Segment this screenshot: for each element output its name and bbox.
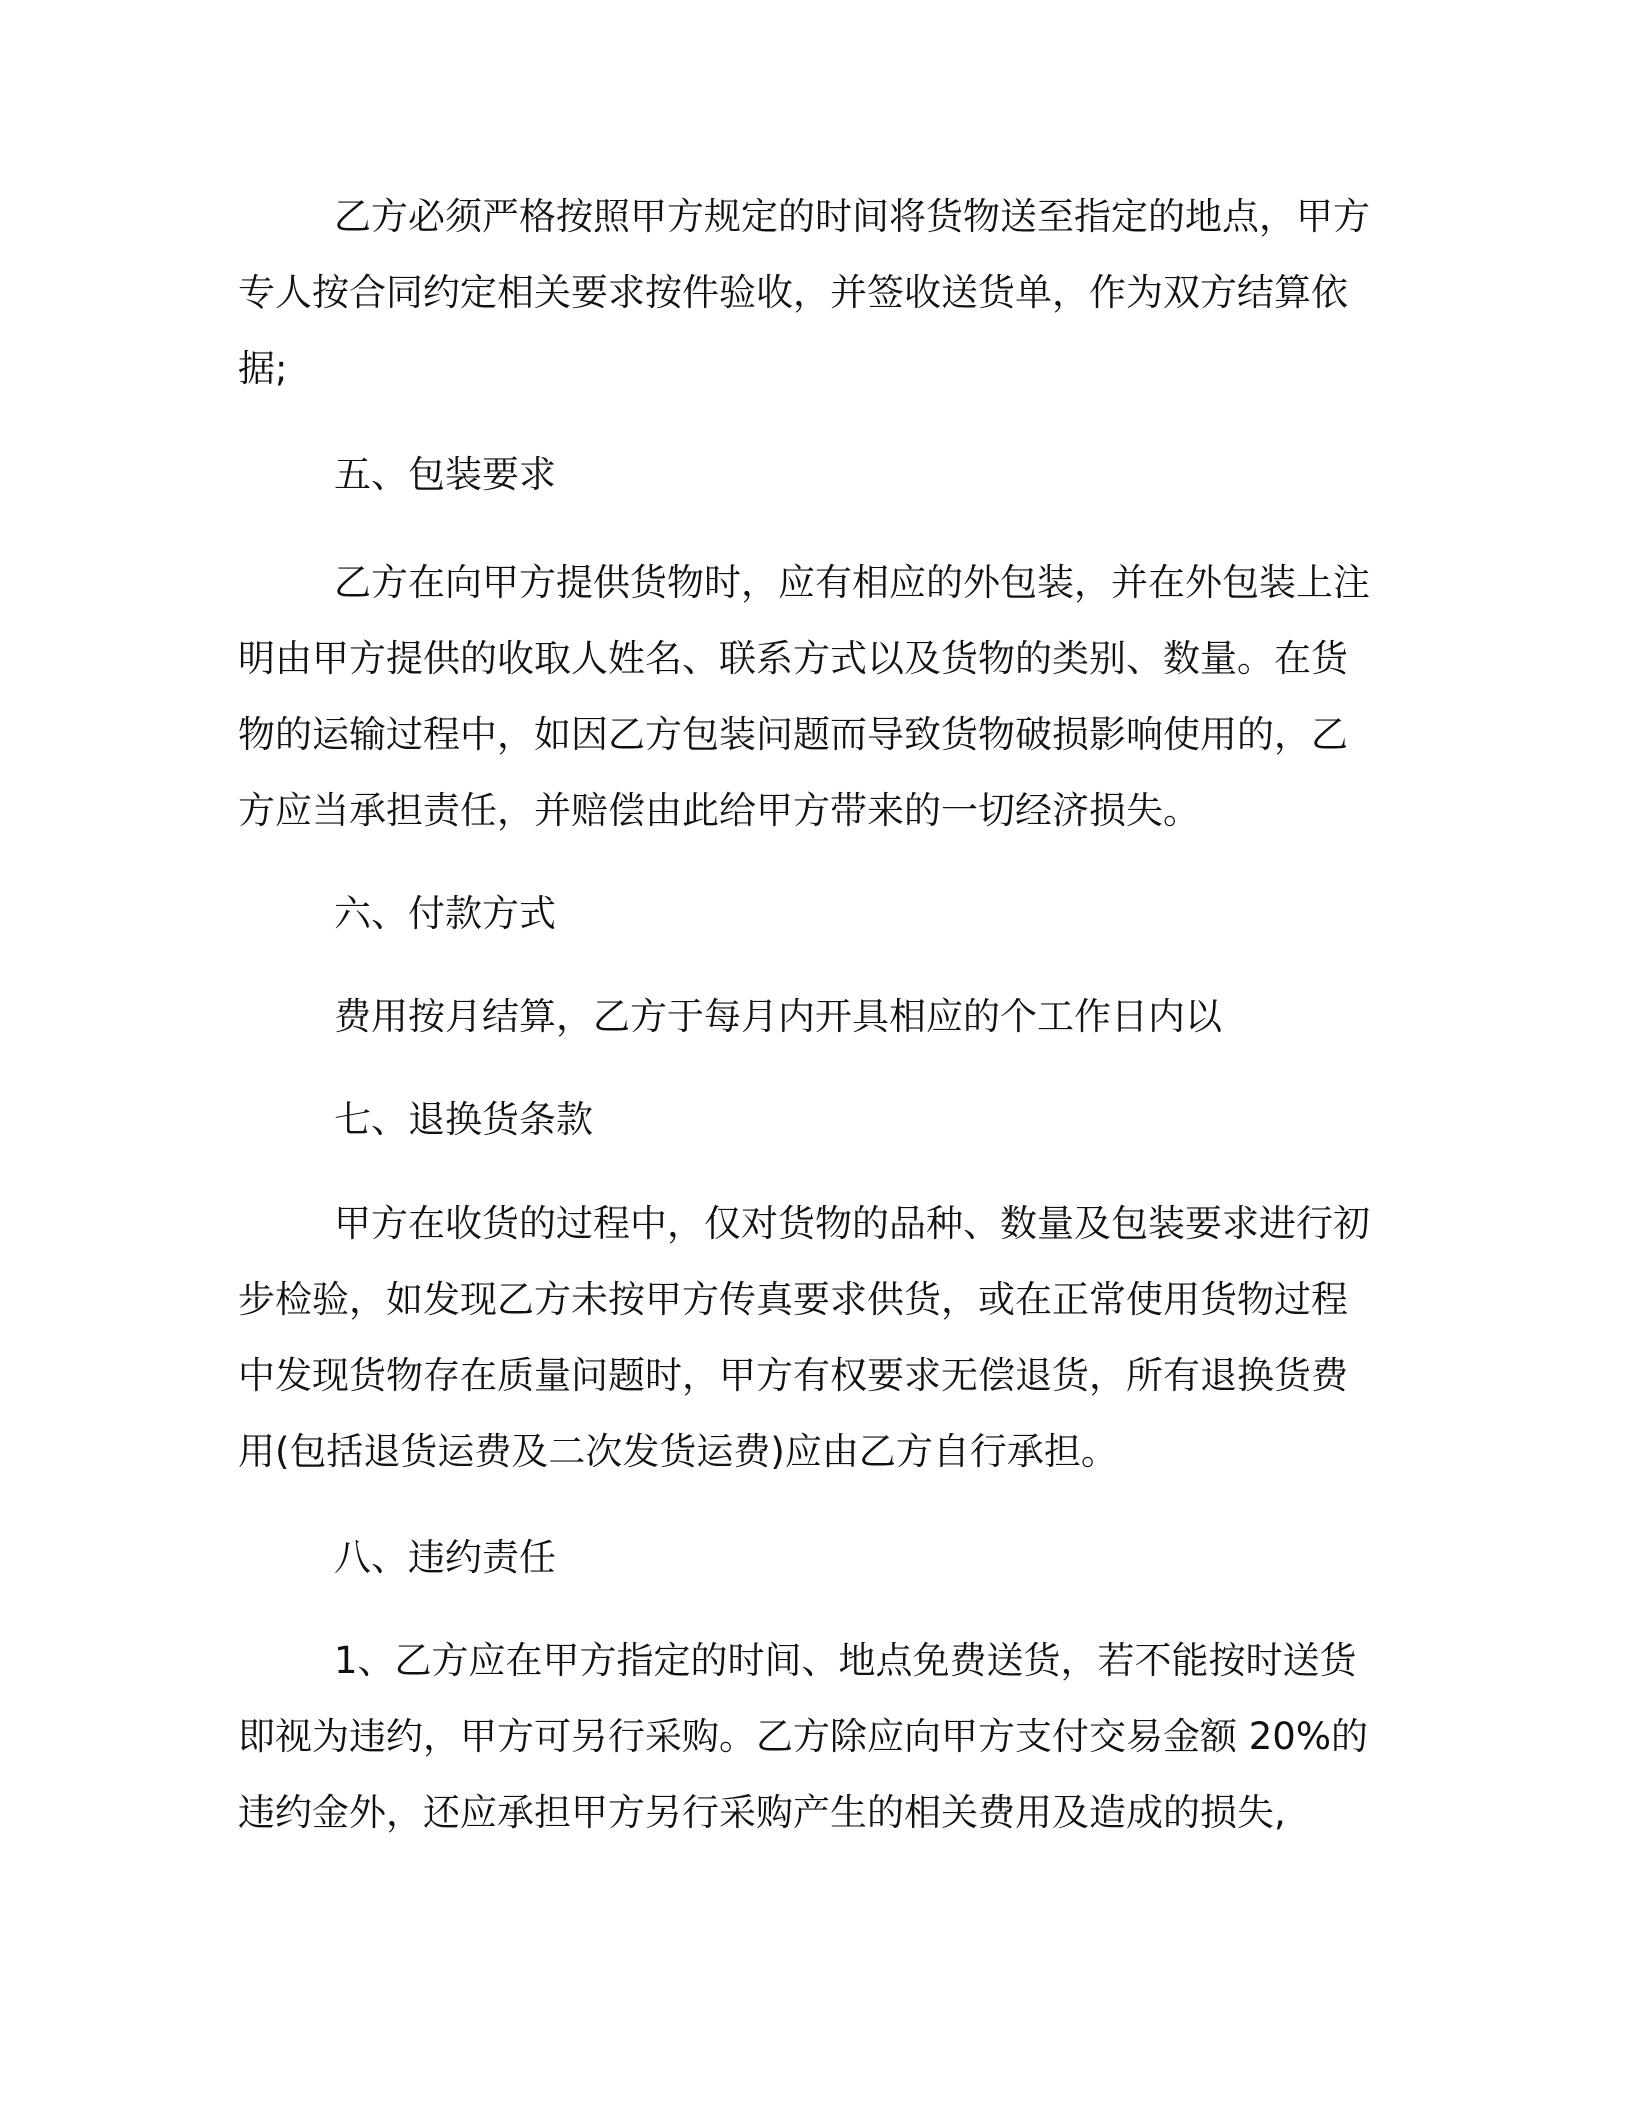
delivery-paragraph-line-2: 专人按合同约定相关要求按件验收，并签收送货单，作为双方结算依 [238,271,1348,314]
section-5-line-4: 方应当承担责任，并赔偿由此给甲方带来的一切经济损失。 [238,789,1200,832]
section-5-line-1: 乙方在向甲方提供货物时，应有相应的外包装，并在外包装上注 [334,561,1370,604]
section-5-heading: 五、包装要求 [334,453,556,496]
section-8-line-3: 违约金外，还应承担甲方另行采购产生的相关费用及造成的损失, [238,1791,1286,1834]
section-5-line-3: 物的运输过程中，如因乙方包装问题而导致货物破损影响使用的，乙 [238,713,1348,756]
delivery-paragraph-line-1: 乙方必须严格按照甲方规定的时间将货物送至指定的地点，甲方 [334,195,1370,238]
section-8-heading: 八、违约责任 [334,1536,556,1579]
section-7-line-1: 甲方在收货的过程中，仅对货物的品种、数量及包装要求进行初 [334,1202,1370,1245]
section-7-heading: 七、退换货条款 [334,1098,593,1141]
section-6-line-1: 费用按月结算，乙方于每月内开具相应的个工作日内以 [334,995,1222,1038]
section-8-line-1: 1、乙方应在甲方指定的时间、地点免费送货，若不能按时送货 [334,1639,1357,1682]
section-7-line-3: 中发现货物存在质量问题时，甲方有权要求无偿退货，所有退换货费 [238,1354,1348,1397]
section-6-heading: 六、付款方式 [334,892,556,935]
delivery-paragraph-line-3: 据; [238,347,288,390]
section-7-line-2: 步检验，如发现乙方未按甲方传真要求供货，或在正常使用货物过程 [238,1278,1348,1321]
section-7-line-4: 用(包括退货运费及二次发货运费)应由乙方自行承担。 [238,1430,1118,1473]
section-5-line-2: 明由甲方提供的收取人姓名、联系方式以及货物的类别、数量。在货 [238,637,1348,680]
section-8-line-2: 即视为违约，甲方可另行采购。乙方除应向甲方支付交易金额 20%的 [238,1715,1368,1758]
